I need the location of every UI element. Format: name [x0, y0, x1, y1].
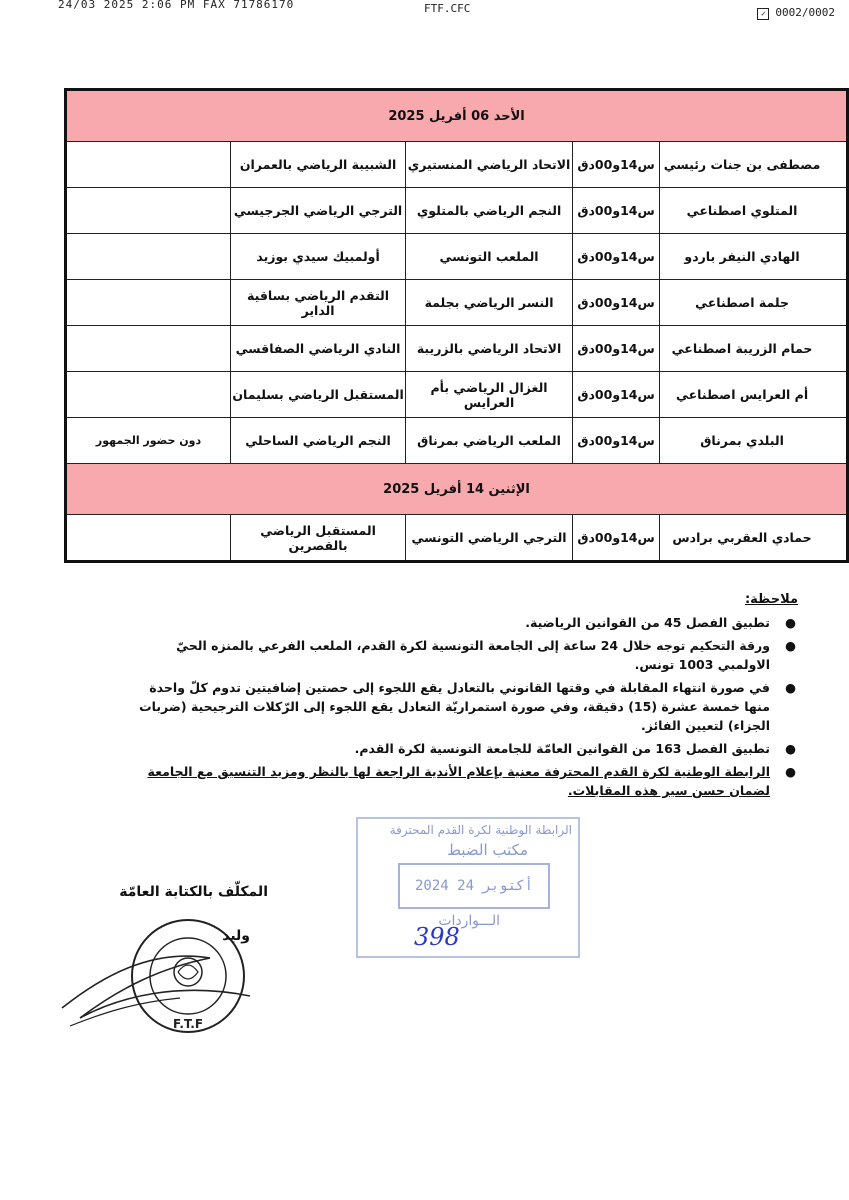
signatory-name: وليد [222, 928, 250, 944]
referee-cell: المتلوي اصطناعي [660, 188, 848, 234]
stamp-date: 2024 أكتوبر 24 [398, 863, 550, 909]
note-cell [66, 372, 231, 418]
referee-cell: مصطفى بن جنات رئيسي [660, 142, 848, 188]
stamp-office: مكتب الضبط [447, 841, 528, 859]
time-cell: س14و00دق [573, 418, 660, 464]
time-cell: س14و00دق [573, 188, 660, 234]
note-cell [66, 188, 231, 234]
note-text: تطبيق الفصل 163 من القوانين العامّة للجامعة التونسية لكرة القدم. [354, 741, 770, 756]
note-item [130, 678, 796, 735]
stadium-cell: الترجي الرياضي التونسي [406, 515, 573, 562]
referee-cell: البلدي بمرناق [660, 418, 848, 464]
time-cell: س14و00دق [573, 326, 660, 372]
fax-header [0, 0, 849, 18]
stadium-cell: الملعب الرياضي بمرناق [406, 418, 573, 464]
teams-cell: التقدم الرياضي بساقية الداير [231, 280, 406, 326]
note-cell [66, 326, 231, 372]
note-text: الرابطة الوطنية لكرة القدم المحترفة معنية بإعلام الأندية الراجعة لها بالنظر ومزيد التنسيق مع الجامعة لضمان حسن سير هذه المقابلات. [147, 764, 770, 798]
schedule-table [64, 88, 849, 563]
notes-list [130, 613, 798, 800]
fax-sender: FTF.CFC [424, 2, 471, 15]
stamp-number: 398 [414, 923, 460, 951]
note-item [130, 636, 796, 674]
signature-block [60, 878, 280, 1038]
stamp-incoming: الـــواردات [438, 913, 500, 929]
match-row [66, 515, 848, 562]
referee-cell: حمام الزريبة اصطناعي [660, 326, 848, 372]
notes-section [130, 590, 798, 804]
time-cell: س14و00دق [573, 515, 660, 562]
bullet-icon: ● [785, 680, 796, 695]
teams-cell: المستقبل الرياضي بالقصرين [231, 515, 406, 562]
stadium-cell: النجم الرياضي بالمتلوي [406, 188, 573, 234]
time-cell: س14و00دق [573, 142, 660, 188]
note-cell [66, 515, 231, 562]
note-item [130, 739, 796, 758]
stadium-cell: الاتحاد الرياضي بالزريبة [406, 326, 573, 372]
match-row [66, 188, 848, 234]
note-text: تطبيق الفصل 45 من القوانين الرياضية. [525, 615, 770, 630]
date-row [66, 464, 848, 515]
note-item [130, 613, 796, 632]
referee-cell: أم العرايس اصطناعي [660, 372, 848, 418]
stadium-cell: الملعب التونسي [406, 234, 573, 280]
referee-cell: الهادي النيفر باردو [660, 234, 848, 280]
time-cell: س14و00دق [573, 372, 660, 418]
referee-cell: حمادي العقربي برادس [660, 515, 848, 562]
date-cell: الإثنين 14 أفريل 2025 [66, 464, 848, 515]
time-cell: س14و00دق [573, 280, 660, 326]
date-cell: الأحد 06 أفريل 2025 [66, 90, 848, 142]
bullet-icon: ● [785, 615, 796, 630]
match-row [66, 372, 848, 418]
stadium-cell: النسر الرياضي بجلمة [406, 280, 573, 326]
date-row [66, 90, 848, 142]
match-row [66, 326, 848, 372]
teams-cell: الشبيبة الرياضي بالعمران [231, 142, 406, 188]
note-cell: دون حضور الجمهور [66, 418, 231, 464]
match-row [66, 234, 848, 280]
teams-cell: المستقبل الرياضي بسليمان [231, 372, 406, 418]
note-item [130, 762, 796, 800]
stadium-cell: الاتحاد الرياضي المنستيري [406, 142, 573, 188]
referee-cell: جلمة اصطناعي [660, 280, 848, 326]
note-cell [66, 142, 231, 188]
stadium-cell: الغزال الرياضي بأم العرايس [406, 372, 573, 418]
teams-cell: أولمبيك سيدي بوزيد [231, 234, 406, 280]
note-cell [66, 234, 231, 280]
notes-title: ملاحظة: [744, 592, 798, 607]
fax-timestamp: 24/03 2025 2:06 PM FAX 71786170 [58, 0, 295, 11]
match-row [66, 142, 848, 188]
received-stamp [356, 817, 580, 958]
note-text: ورقة التحكيم توجه خلال 24 ساعة إلى الجامعة التونسية لكرة القدم، الملعب الفرعي بالمنزه الحيّ الاولمبي 1003 تونس. [176, 638, 770, 672]
checkbox-icon: ✓ [757, 8, 769, 20]
time-cell: س14و00دق [573, 234, 660, 280]
stamp-org: الرابطة الوطنية لكرة القدم المحترفة [389, 823, 572, 837]
note-cell [66, 280, 231, 326]
match-row [66, 280, 848, 326]
bullet-icon: ● [785, 638, 796, 653]
teams-cell: الترجي الرياضي الجرجيسي [231, 188, 406, 234]
bullet-icon: ● [785, 741, 796, 756]
seal-icon [60, 878, 280, 1038]
signatory-title: المكلّف بالكتابة العامّة [119, 884, 268, 900]
page-number: 0002/0002 [775, 6, 835, 19]
teams-cell: النادي الرياضي الصفاقسي [231, 326, 406, 372]
seal-text: F.T.F [172, 1017, 204, 1031]
teams-cell: النجم الرياضي الساحلي [231, 418, 406, 464]
match-row [66, 418, 848, 464]
bullet-icon: ● [785, 764, 796, 779]
fax-page-count [757, 6, 835, 20]
note-text: في صورة انتهاء المقابلة في وقتها القانوني بالتعادل يقع اللجوء إلى حصتين إضافيتين تدوم كلّ واحدة منها خمسة عشرة (15) دقيقة، وفي صورة استمراريّة التعادل يقع اللجوء إلى الرّكلات الترجيحية (ضربات الجزاء) لتعيين الفائز. [139, 680, 770, 733]
